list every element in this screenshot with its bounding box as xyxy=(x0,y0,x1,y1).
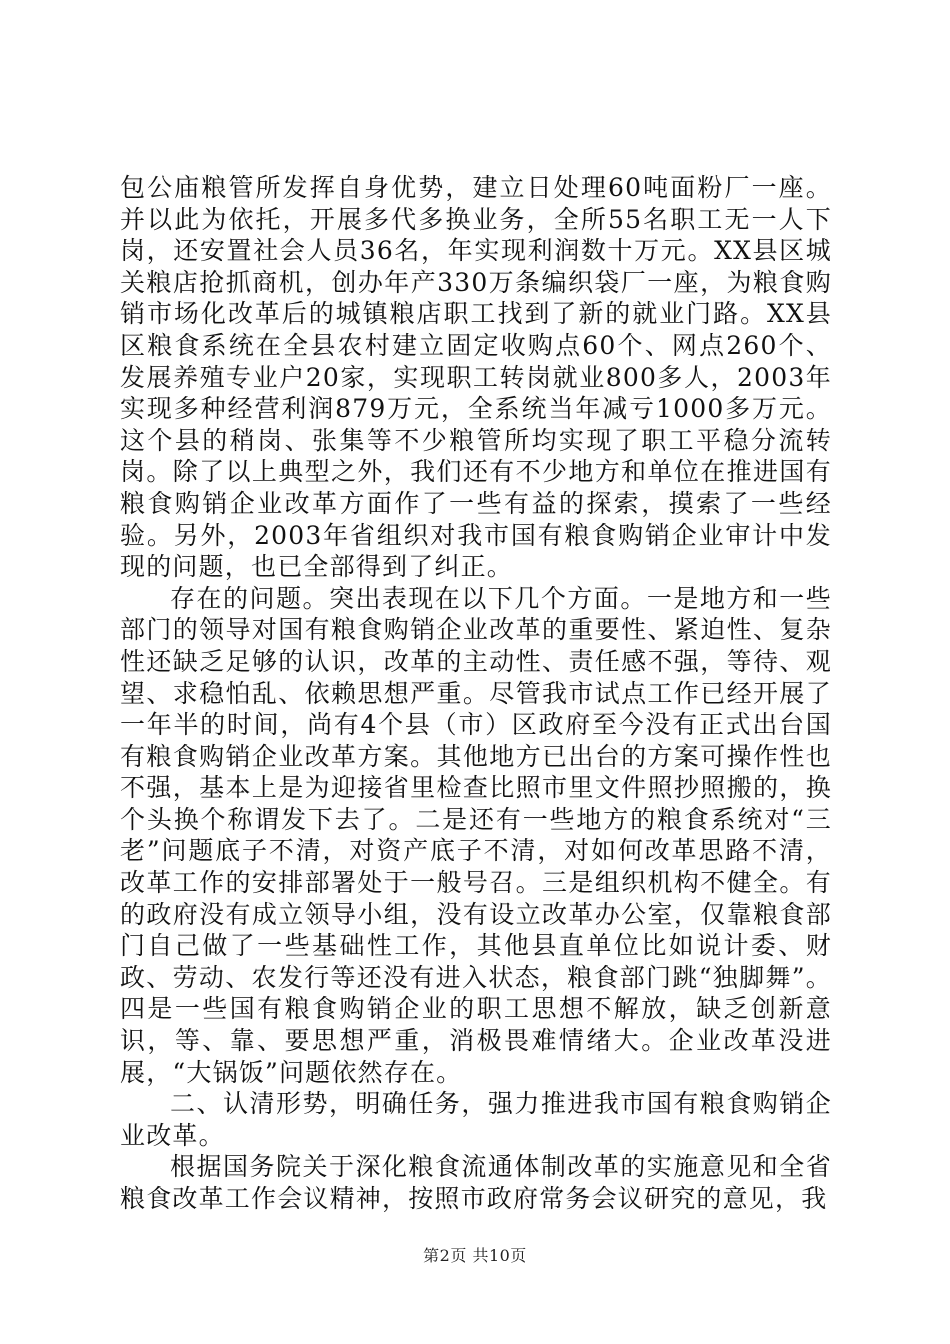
paragraph-3: 根据国务院关于深化粮食流通体制改革的实施意见和全省粮食改革工作会议精神，按照市政府常务会议研究的意见，我 xyxy=(120,1152,832,1213)
document-body xyxy=(120,172,832,1215)
paragraph-1: 包公庙粮管所发挥自身优势，建立日处理60吨面粉厂一座。并以此为依托，开展多代多换业务，全所55名职工无一人下岗，还安置社会人员36名，年实现利润数十万元。XX县区城关粮店抢抓商机，创办年产330万条编织袋厂一座，为粮食购销市场化改革后的城镇粮店职工找到了新的就业门路。XX县区粮食系统在全县农村建立固定收购点60个、网点260个、发展养殖专业户20家，实现职工转岗就业800多人，2003年实现多种经营利润879万元，全系统当年减亏1000多万元。这个县的稍岗、张集等不少粮管所均实现了职工平稳分流转岗。除了以上典型之外，我们还有不少地方和单位在推进国有粮食购销企业改革方面作了一些有益的探索，摸索了一些经验。另外，2003年省组织对我市国有粮食购销企业审计中发现的问题，也已全部得到了纠正。 xyxy=(120,173,832,582)
section-heading: 二、认清形势，明确任务，强力推进我市国有粮食购销企业改革。 xyxy=(120,1089,832,1150)
paragraph-2: 存在的问题。突出表现在以下几个方面。一是地方和一些部门的领导对国有粮食购销企业改革的重要性、紧迫性、复杂性还缺乏足够的认识，改革的主动性、责任感不强，等待、观望、求稳怕乱、依赖思想严重。尽管我市试点工作已经开展了一年半的时间，尚有4个县（市）区政府至今没有正式出台国有粮食购销企业改革方案。其他地方已出台的方案可操作性也不强，基本上是为迎接省里检查比照市里文件照抄照搬的，换个头换个称谓发下去了。二是还有一些地方的粮食系统对“三老”问题底子不清，对资产底子不清，对如何改革思路不清，改革工作的安排部署处于一般号召。三是组织机构不健全。有的政府没有成立领导小组，没有设立改革办公室，仅靠粮食部门自己做了一些基础性工作，其他县直单位比如说计委、财政、劳动、农发行等还没有进入状态，粮食部门跳“独脚舞”。四是一些国有粮食购销企业的职工思想不解放，缺乏创新意识，等、靠、要思想严重，消极畏难情绪大。企业改革没进展，“大锅饭”问题依然存在。 xyxy=(120,583,832,1087)
page-number-footer: 第2页 共10页 xyxy=(423,1246,527,1265)
